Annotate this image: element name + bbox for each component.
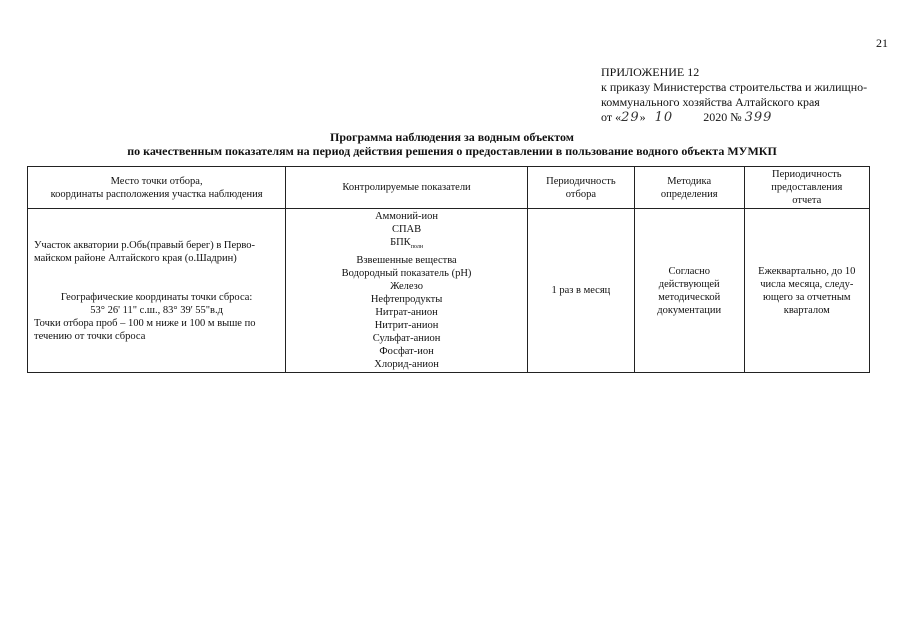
header-report-line: Периодичность: [772, 169, 842, 180]
cell-location: [28, 209, 286, 373]
table-row: [28, 209, 870, 373]
header-method-line: определения: [660, 188, 718, 200]
header-method-line: Методика: [667, 175, 712, 187]
observation-table: [27, 166, 870, 373]
appendix-title: ПРИЛОЖЕНИЕ 12: [601, 65, 700, 79]
date-prefix: от «: [601, 110, 622, 124]
indicator-item: Нитрит-анион: [374, 320, 439, 332]
title-line-1: Программа наблюдения за водным объектом: [330, 130, 574, 144]
location-text: Участок акватории р.Обь(правый берег) в Перво-: [34, 239, 256, 251]
indicator-item: Железо: [390, 281, 423, 293]
indicator-item: Сульфат-анион: [372, 333, 441, 345]
appendix-block: [601, 65, 867, 125]
appendix-date-line: [601, 110, 867, 125]
method-line: действующей: [658, 278, 720, 290]
date-year-no: 2020 №: [703, 110, 742, 124]
sampling-points-text: течению от точки сброса: [34, 330, 146, 342]
header-report-line: отчета: [792, 195, 822, 206]
date-mid: »: [639, 110, 646, 124]
appendix-ministry-line: коммунального хозяйства Алтайского края: [601, 95, 820, 109]
header-indicators: Контролируемые показатели: [286, 167, 528, 209]
coords-value: 53° 26' 11" с.ш., 83° 39' 55"в.д: [90, 304, 223, 316]
appendix-order-line: к приказу Министерства строительства и жилищно-: [601, 80, 868, 94]
indicator-item: Хлорид-анион: [374, 359, 439, 371]
date-month: 10: [654, 110, 674, 125]
indicator-item: Нитрат-анион: [375, 307, 438, 319]
header-sampling-frequency: [527, 167, 634, 209]
document-title: [0, 130, 904, 158]
header-method: [634, 167, 744, 209]
date-day: 29: [621, 110, 640, 125]
indicator-item: Фосфат-ион: [379, 346, 434, 358]
method-line: Согласно: [668, 265, 710, 277]
cell-sampling-frequency: 1 раз в месяц: [527, 209, 634, 373]
table-header-row: [28, 167, 870, 209]
location-text: майском районе Алтайского края (о.Шадрин): [34, 252, 237, 264]
report-line: числа месяца, следу-: [760, 278, 854, 290]
sampling-points-text: Точки отбора проб – 100 м ниже и 100 м выше по: [34, 317, 256, 329]
cell-report-frequency: [744, 209, 869, 373]
page-number: 21: [876, 36, 888, 50]
title-line-2: по качественным показателям на период действия решения о предоставлении в пользование водного объекта МУМКП: [127, 144, 777, 158]
header-location-line: координаты расположения участка наблюдения: [50, 188, 263, 200]
header-report-frequency: [744, 167, 869, 209]
indicator-bpk: БПК: [390, 237, 411, 248]
cell-method: [634, 209, 744, 373]
report-line: Ежеквартально, до 10: [758, 265, 856, 277]
header-report-line: предоставления: [771, 182, 843, 193]
order-number: 399: [744, 110, 773, 125]
report-line: ющего за отчетным: [763, 291, 851, 303]
method-line: методической: [658, 291, 721, 303]
method-line: документации: [657, 304, 722, 316]
coords-label: Географические координаты точки сброса:: [60, 291, 253, 303]
indicator-item: СПАВ: [391, 224, 422, 235]
indicator-item: Нефтепродукты: [370, 294, 443, 306]
indicator-item: Аммоний-ион: [375, 211, 439, 222]
indicator-item: Взвешенные вещества: [356, 255, 457, 267]
header-location: [28, 167, 286, 209]
header-sampling-line: отбора: [565, 188, 596, 200]
header-sampling-line: Периодичность: [546, 175, 616, 187]
indicator-bpk-subscript: полн: [410, 244, 424, 251]
indicator-item: Водородный показатель (рН): [341, 268, 472, 280]
indicator-item: [289, 236, 524, 254]
header-location-line: Место точки отбора,: [110, 175, 203, 187]
cell-indicators: [286, 209, 528, 373]
report-line: кварталом: [783, 304, 830, 316]
